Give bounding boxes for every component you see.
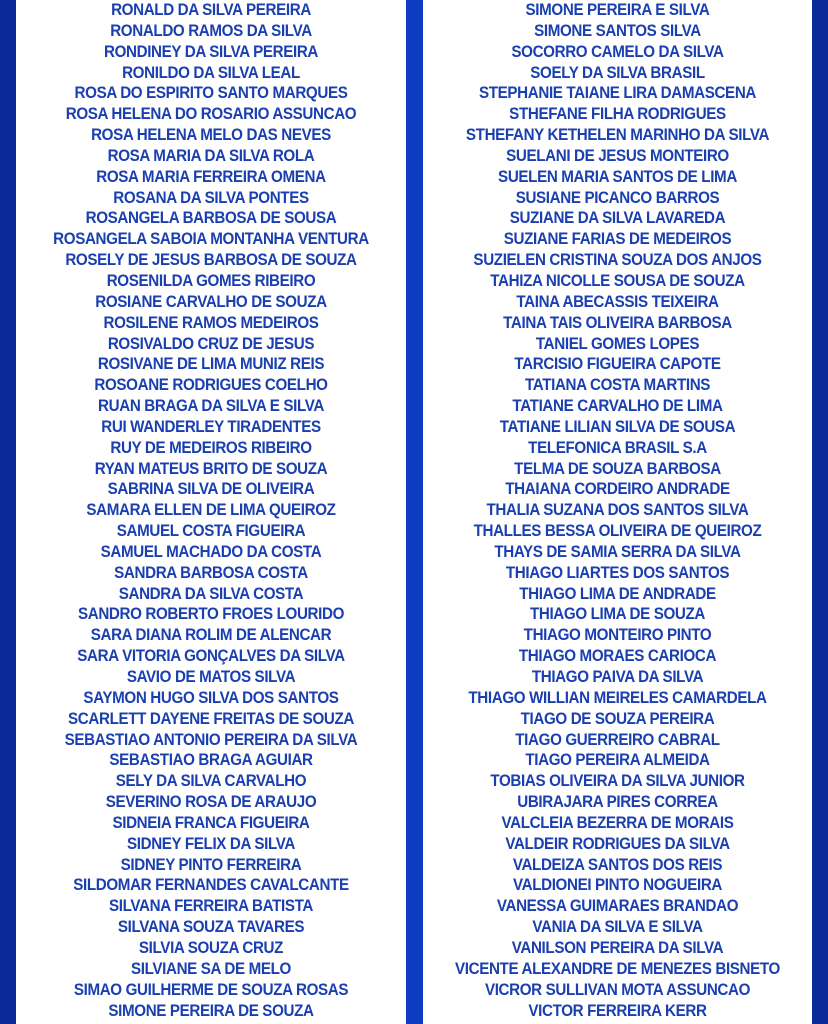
name-entry: VALDEIR RODRIGUES DA SILVA bbox=[505, 834, 730, 853]
name-entry: SOELY DA SILVA BRASIL bbox=[530, 63, 705, 82]
name-entry: ROSA HELENA DO ROSARIO ASSUNCAO bbox=[65, 105, 357, 124]
name-entry: RUAN BRAGA DA SILVA E SILVA bbox=[98, 397, 324, 416]
name-entry: ROSANGELA BARBOSA DE SOUSA bbox=[85, 209, 337, 228]
name-entry: THAYS DE SAMIA SERRA DA SILVA bbox=[494, 542, 741, 561]
name-entry: VANILSON PEREIRA DA SILVA bbox=[511, 938, 724, 957]
name-entry: SIMAO GUILHERME DE SOUZA ROSAS bbox=[73, 980, 349, 999]
name-entry: TOBIAS OLIVEIRA DA SILVA JUNIOR bbox=[490, 772, 745, 791]
name-entry: SEBASTIAO BRAGA AGUIAR bbox=[109, 751, 313, 770]
name-entry: RUI WANDERLEY TIRADENTES bbox=[101, 417, 321, 436]
name-entry: TATIANE CARVALHO DE LIMA bbox=[512, 397, 723, 416]
name-entry: SIDNEY FELIX DA SILVA bbox=[126, 834, 295, 853]
name-entry: ROSA MARIA DA SILVA ROLA bbox=[107, 146, 315, 165]
name-entry: SAMUEL MACHADO DA COSTA bbox=[100, 542, 322, 561]
name-entry: SAMARA ELLEN DE LIMA QUEIROZ bbox=[86, 501, 336, 520]
name-entry: THAIANA CORDEIRO ANDRADE bbox=[505, 480, 730, 499]
name-entry: SOCORRO CAMELO DA SILVA bbox=[511, 42, 724, 61]
name-entry: SANDRA BARBOSA COSTA bbox=[114, 563, 308, 582]
name-entry: THIAGO MORAES CARIOCA bbox=[518, 647, 717, 666]
name-entry: TAHIZA NICOLLE SOUSA DE SOUZA bbox=[490, 271, 745, 290]
name-entry: STHEFANY KETHELEN MARINHO DA SILVA bbox=[465, 126, 770, 145]
left-name-column bbox=[16, 0, 406, 1024]
name-entry: UBIRAJARA PIRES CORREA bbox=[517, 793, 718, 812]
name-entry: SUELANI DE JESUS MONTEIRO bbox=[506, 146, 729, 165]
name-entry: SCARLETT DAYENE FREITAS DE SOUZA bbox=[68, 709, 354, 728]
name-entry: SUZIELEN CRISTINA SOUZA DOS ANJOS bbox=[473, 251, 762, 270]
name-entry: SUSIANE PICANCO BARROS bbox=[515, 188, 720, 207]
name-entry: ROSA HELENA MELO DAS NEVES bbox=[91, 126, 331, 145]
name-entry: RYAN MATEUS BRITO DE SOUZA bbox=[94, 459, 328, 478]
name-entry: TELMA DE SOUZA BARBOSA bbox=[514, 459, 721, 478]
name-entry: SIDNEIA FRANCA FIGUEIRA bbox=[112, 813, 310, 832]
name-entry: ROSIVANE DE LIMA MUNIZ REIS bbox=[97, 355, 325, 374]
name-entry: TELEFONICA BRASIL S.A bbox=[528, 438, 707, 457]
name-entry: SIMONE PEREIRA E SILVA bbox=[525, 1, 710, 19]
name-entry: SEVERINO ROSA DE ARAUJO bbox=[105, 793, 317, 812]
name-entry: ROSOANE RODRIGUES COELHO bbox=[94, 376, 328, 395]
name-entry: SANDRA DA SILVA COSTA bbox=[118, 584, 304, 603]
name-entry: ROSANGELA SABOIA MONTANHA VENTURA bbox=[53, 230, 369, 249]
name-entry: SARA DIANA ROLIM DE ALENCAR bbox=[90, 626, 332, 645]
name-entry: SILVANA SOUZA TAVARES bbox=[117, 918, 305, 937]
name-entry: SARA VITORIA GONÇALVES DA SILVA bbox=[77, 647, 345, 666]
name-entry: VICROR SULLIVAN MOTA ASSUNCAO bbox=[484, 980, 751, 999]
name-entry: THIAGO LIMA DE ANDRADE bbox=[519, 584, 716, 603]
name-entry: VALDIONEI PINTO NOGUEIRA bbox=[512, 876, 723, 895]
name-entry: TAINA ABECASSIS TEIXEIRA bbox=[516, 292, 719, 311]
name-entry: ROSILENE RAMOS MEDEIROS bbox=[103, 313, 319, 332]
name-entry: SAVIO DE MATOS SILVA bbox=[126, 668, 296, 686]
name-entry: SAYMON HUGO SILVA DOS SANTOS bbox=[83, 688, 339, 707]
name-entry: SIMONE SANTOS SILVA bbox=[534, 21, 701, 40]
name-entry: SILVIANE SA DE MELO bbox=[130, 959, 291, 978]
name-entry: THALLES BESSA OLIVEIRA DE QUEIROZ bbox=[473, 522, 762, 541]
name-entry: SILVANA FERREIRA BATISTA bbox=[109, 897, 313, 916]
name-entry: VICTOR FERREIRA KERR bbox=[528, 1001, 707, 1020]
name-entry: THIAGO LIARTES DOS SANTOS bbox=[505, 563, 730, 582]
name-entry: TIAGO GUERREIRO CABRAL bbox=[515, 730, 720, 749]
name-entry: SUZIANE FARIAS DE MEDEIROS bbox=[503, 230, 732, 249]
name-entry: ROSA DO ESPIRITO SANTO MARQUES bbox=[74, 84, 348, 103]
name-entry: RONDINEY DA SILVA PEREIRA bbox=[103, 42, 319, 61]
name-entry: SIDNEY PINTO FERREIRA bbox=[120, 855, 302, 874]
name-entry: VICENTE ALEXANDRE DE MENEZES BISNETO bbox=[455, 959, 780, 978]
name-entry: RONALDO RAMOS DA SILVA bbox=[110, 21, 312, 40]
name-entry: TATIANE LILIAN SILVA DE SOUSA bbox=[499, 417, 736, 436]
name-entry: SEBASTIAO ANTONIO PEREIRA DA SILVA bbox=[64, 730, 358, 749]
name-entry: STHEFANE FILHA RODRIGUES bbox=[509, 105, 726, 124]
name-entry: TIAGO DE SOUZA PEREIRA bbox=[520, 709, 715, 728]
right-name-column bbox=[423, 0, 812, 1024]
name-entry: SANDRO ROBERTO FROES LOURIDO bbox=[77, 605, 345, 624]
name-entry: VANESSA GUIMARAES BRANDAO bbox=[496, 897, 739, 916]
name-entry: VALCLEIA BEZERRA DE MORAIS bbox=[501, 813, 734, 832]
name-entry: ROSIVALDO CRUZ DE JESUS bbox=[107, 334, 315, 353]
name-entry: THIAGO LIMA DE SOUZA bbox=[529, 605, 706, 624]
name-entry: STEPHANIE TAIANE LIRA DAMASCENA bbox=[478, 84, 757, 103]
name-entry: SAMUEL COSTA FIGUEIRA bbox=[116, 522, 306, 541]
name-entry: TIAGO PEREIRA ALMEIDA bbox=[525, 751, 710, 770]
name-entry: THIAGO WILLIAN MEIRELES CAMARDELA bbox=[468, 688, 767, 707]
name-entry: RUY DE MEDEIROS RIBEIRO bbox=[110, 438, 312, 457]
name-entry: RONILDO DA SILVA LEAL bbox=[122, 63, 300, 82]
name-entry: THIAGO MONTEIRO PINTO bbox=[523, 626, 712, 645]
name-entry: THIAGO PAIVA DA SILVA bbox=[531, 668, 704, 686]
name-entry: ROSIANE CARVALHO DE SOUZA bbox=[95, 292, 327, 311]
name-entry: SABRINA SILVA DE OLIVEIRA bbox=[107, 480, 315, 499]
name-entry: ROSA MARIA FERREIRA OMENA bbox=[96, 167, 326, 186]
name-entry: SELY DA SILVA CARVALHO bbox=[115, 772, 307, 791]
name-entry: ROSANA DA SILVA PONTES bbox=[113, 188, 309, 207]
name-entry: SUELEN MARIA SANTOS DE LIMA bbox=[498, 167, 737, 186]
name-entry: ROSELY DE JESUS BARBOSA DE SOUZA bbox=[65, 251, 357, 270]
name-entry: RONALD DA SILVA PEREIRA bbox=[111, 1, 311, 19]
name-entry: SILDOMAR FERNANDES CAVALCANTE bbox=[73, 876, 349, 895]
name-entry: TARCISIO FIGUEIRA CAPOTE bbox=[514, 355, 721, 374]
name-entry: THALIA SUZANA DOS SANTOS SILVA bbox=[486, 501, 749, 520]
name-entry: SIMONE PEREIRA DE SOUZA bbox=[108, 1001, 314, 1020]
name-entry: TATIANA COSTA MARTINS bbox=[524, 376, 711, 395]
name-entry: ROSENILDA GOMES RIBEIRO bbox=[106, 271, 316, 290]
name-entry: TAINA TAIS OLIVEIRA BARBOSA bbox=[503, 313, 732, 332]
name-entry: VALDEIZA SANTOS DOS REIS bbox=[512, 855, 723, 874]
name-entry: SUZIANE DA SILVA LAVAREDA bbox=[509, 209, 726, 228]
name-entry: TANIEL GOMES LOPES bbox=[535, 334, 700, 353]
name-entry: VANIA DA SILVA E SILVA bbox=[532, 918, 703, 937]
name-entry: SILVIA SOUZA CRUZ bbox=[138, 938, 284, 957]
